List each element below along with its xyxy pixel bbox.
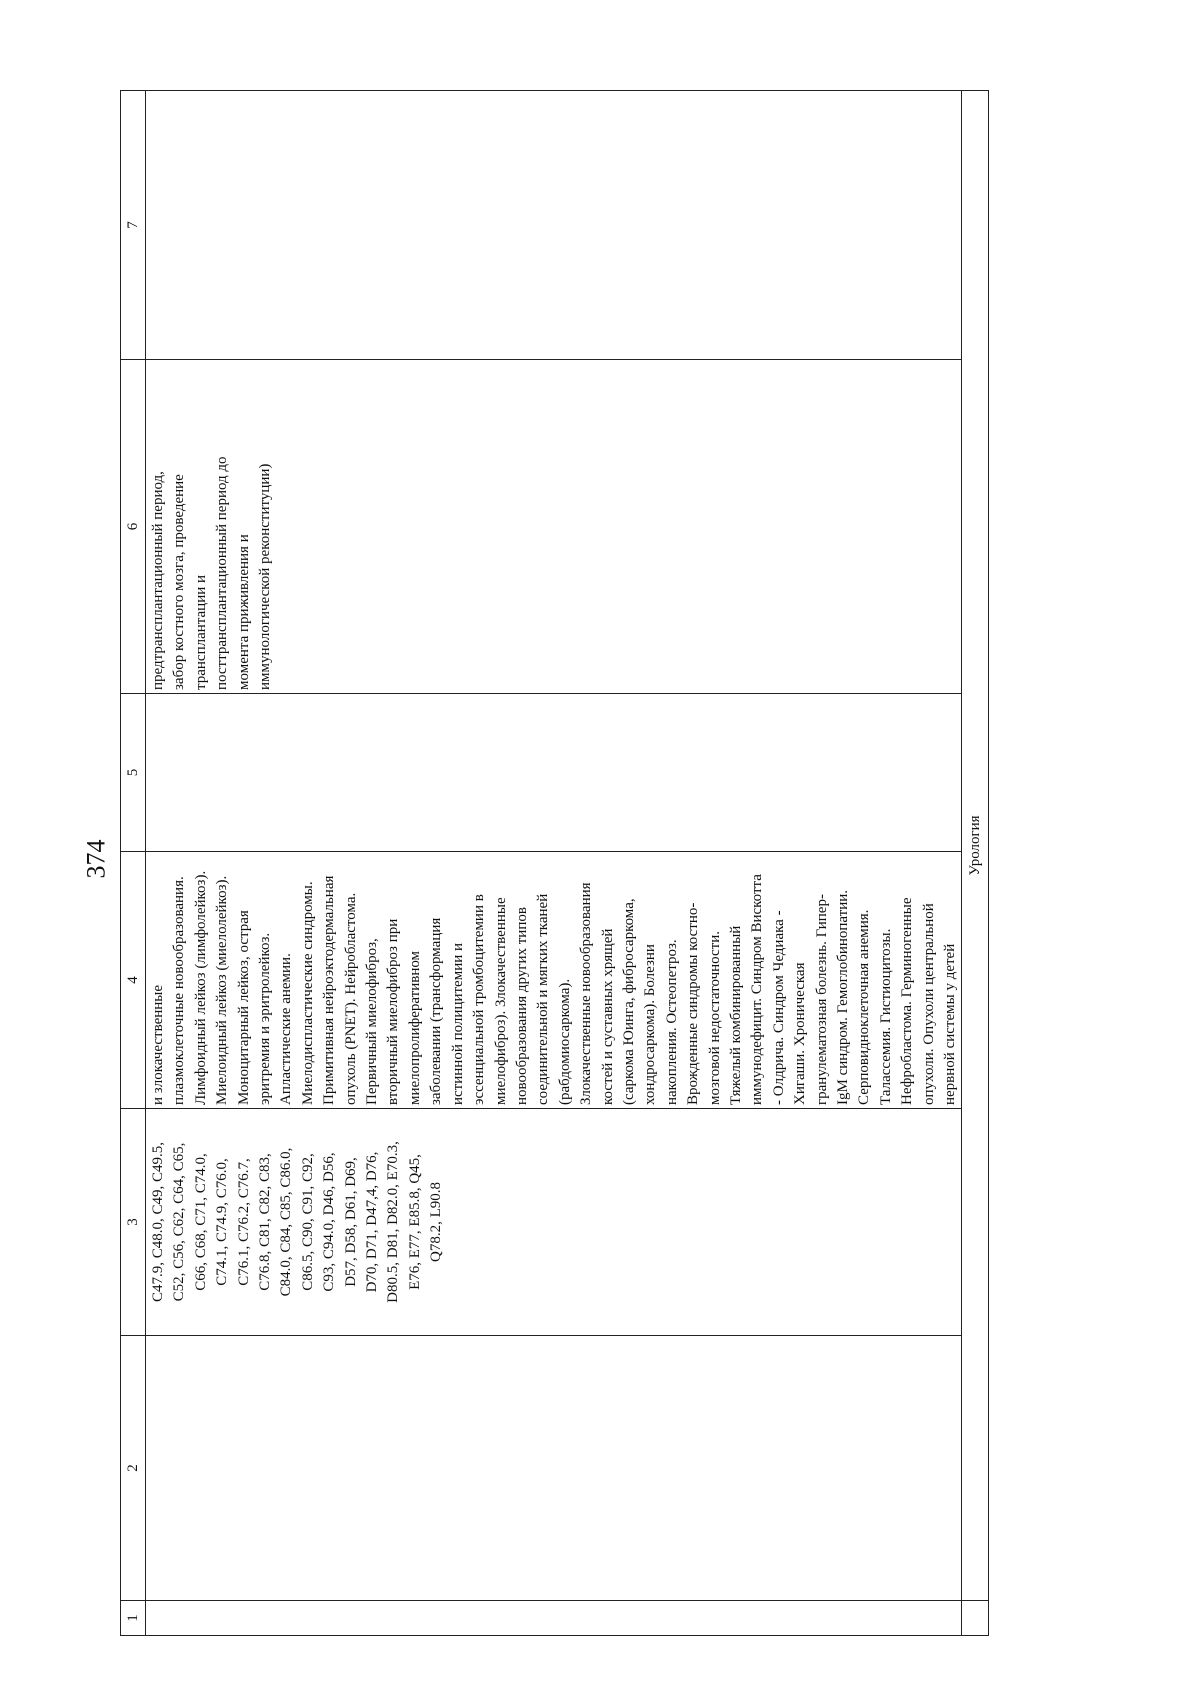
diagnosis-line: Лимфоидный лейкоз (лимфолейкоз). [192,870,209,1105]
cell-treatment-method [146,360,962,694]
diagnosis-line: Примитивная нейроэктодермальная [321,875,338,1105]
icd-code-line: D57, D58, D61, D69, [342,1157,359,1287]
column-number-5: 5 [121,694,146,852]
section-title: Урология [962,91,989,1601]
diagnosis-line: IgM синдром. Гемоглобинопатии. [835,889,851,1105]
diagnosis-line: заболевании (трансформация [428,917,445,1105]
diagnosis-line: Талассемия. Гистиоцитозы. [877,928,894,1105]
column-number-4: 4 [121,852,146,1109]
page-number-text: 374 [81,839,110,879]
diagnosis-line: миелофиброз). Злокачественные [492,897,509,1105]
diagnosis-line: Миелоидный лейкоз (миелолейкоз). [214,875,231,1105]
treatment-line: забор костного мозга, проведение [171,474,188,690]
icd-code-line: C76.8, C81, C82, C83, [257,1153,274,1291]
diagnosis-line: опухоль (PNET). Нейробластома. [342,892,359,1105]
icd-code-line: C86.5, C90, C91, C92, [299,1153,316,1291]
treatment-method-list [146,360,276,693]
diagnosis-line: иммунодефицит. Синдром Вискотта [749,874,766,1105]
rotated-table-container [120,91,988,1636]
diagnosis-line: нервной системы у детей [942,943,959,1105]
cell-patient-model [146,694,962,852]
diagnosis-line: Апластические анемии. [278,953,295,1105]
diagnosis-line: Моноцитарный лейкоз, острая [235,910,252,1105]
icd-code-line: D80.5, D81, D82.0, E70.3, [385,1141,402,1303]
icd-code-line: C47.9, C48.0, C49, C49.5, [150,1141,166,1303]
diagnosis-line: Хигаши. Хроническая [792,962,809,1105]
icd-code-line: D70, D71, D47,4, D76, [364,1151,381,1293]
diagnosis-line: Врожденные синдромы костно- [685,902,702,1105]
cell-care-type [146,1336,962,1601]
diagnosis-line: миелопролиферативном [406,950,423,1105]
diagnosis-line: гранулематозная болезнь. Гипер- [813,894,830,1105]
diagnosis-line: Тяжелый комбинированный [727,925,744,1105]
diagnosis-line: Серповидноклеточная анемия. [856,909,873,1105]
treatment-line: посттрансплантационный период до [214,456,231,690]
section-spacer-cell [962,1601,989,1636]
diagnosis-line: - Олдрича. Синдром Чедиака - [770,910,787,1105]
cell-diagnoses [146,852,962,1109]
treatment-line: предтрансплантационный период, [150,471,166,690]
medical-care-table [120,90,989,1636]
diagnosis-line: Нефробластома. Герминогенные [899,897,916,1105]
treatment-line: иммунологической реконституции) [257,463,274,690]
table-row [146,91,962,1636]
icd-code-line: C74.1, C74.9, C76.0, [214,1158,231,1286]
diagnosis-line: хондросаркома). Болезни [642,944,659,1105]
treatment-line: трансплантации и [192,574,209,690]
diagnosis-line: Первичный миелофиброз, [364,938,381,1105]
column-number-1: 1 [121,1601,146,1636]
diagnosis-line: соединительной и мягких тканей [535,893,552,1105]
diagnosis-line: эритремия и эритролейкоз. [257,932,274,1105]
cell-cost [146,91,962,360]
page-number [76,829,116,889]
diagnosis-line: эссенциальной тромбоцитемии в [471,894,488,1105]
column-number-6: 6 [121,360,146,694]
icd-code-line: E76, E77, E85.8, Q45, [406,1154,423,1290]
icd-code-line: Q78.2, L90.8 [428,1182,445,1262]
diagnosis-line: и злокачественные [150,984,166,1105]
column-number-7: 7 [121,91,146,360]
diagnosis-line: костей и суставных хрящей [599,928,616,1105]
diagnosis-line: накопления. Остеопетроз. [663,939,680,1105]
icd-code-line: C66, C68, C71, C74.0, [192,1153,209,1291]
cell-icd-codes [146,1109,962,1336]
cell-index [146,1601,962,1636]
icd-code-line: C52, C56, C62, C64, C65, [171,1142,188,1302]
column-number-2: 2 [121,1336,146,1601]
icd-code-line: C84.0, C84, C85, C86.0, [278,1147,295,1297]
diagnoses-list [146,852,961,1108]
diagnosis-line: новообразования других типов [513,907,530,1105]
diagnosis-line: истинной полицитемии и [449,942,466,1105]
icd-codes-list [146,1109,448,1335]
icd-code-line: C76.1, C76.2, C76.7, [235,1158,252,1286]
column-number-3: 3 [121,1109,146,1336]
diagnosis-line: (рабдомиосаркома). [556,978,573,1105]
section-row [962,91,989,1636]
diagnosis-line: плазмоклеточные новообразования. [171,876,188,1105]
diagnosis-line: мозговой недостаточности. [706,930,723,1105]
column-number-row [121,91,146,1636]
diagnosis-line: опухоли. Опухоли центральной [920,903,937,1105]
diagnosis-line: Миелодиспластические синдромы. [299,881,316,1105]
icd-code-line: C93, C94.0, D46, D56, [321,1152,338,1292]
diagnosis-line: Злокачественные новообразования [578,882,595,1105]
diagnosis-line: вторичный миелофиброз при [385,918,402,1105]
diagnosis-line: (саркома Юинга, фибросаркома, [620,898,637,1105]
treatment-line: момента приживления и [235,534,252,690]
